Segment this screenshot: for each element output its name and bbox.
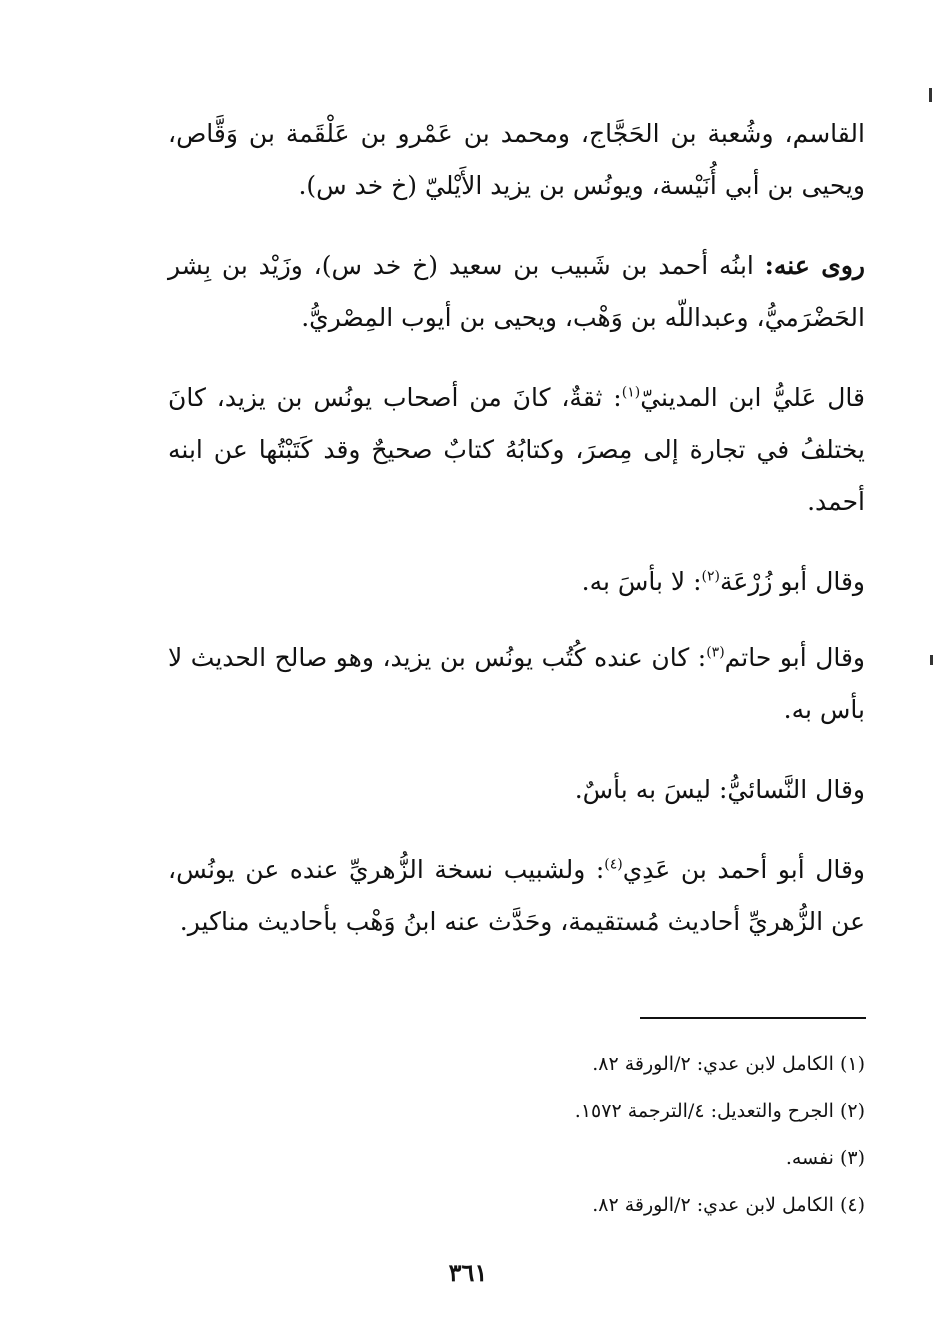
footnote-item: (٣) نفسه. [785, 1147, 865, 1169]
footnote-number: (٣) [839, 1147, 865, 1169]
section-lead: روى عنه: [764, 251, 865, 280]
footnote-number: (٤) [839, 1194, 865, 1216]
scan-edge-mark [930, 655, 933, 665]
paragraph-ibn-almadini: قال عَليُّ ابن المدينيّ$^{(١)}$: ثقةٌ، كانَ من أصحاب يونُس بن يزيد، كانَ يختلفُ في تجارة إلى مِصرَ، وكتابُهُ كتابٌ صحيحٌ وقد كَتَبْتُها عن ابنه أحمد. [168, 383, 866, 516]
paragraph-abu-hatim: وقال أبو حاتم$^{(٣)}$: كان عنده كُتُب يونُس بن يزيد، وهو صالح الحديث لا بأس به. [168, 643, 865, 724]
paragraph-teachers: القاسم، وشُعبة بن الحَجَّاج، ومحمد بن عَمْرو بن عَلْقَمة بن وَقَّاص، ويحيى بن أبي أُنَيْسة، ويونُس بن يزيد الأَيْليّ (خ خد س). [168, 119, 865, 200]
footnote-divider [640, 1017, 866, 1019]
footnote-item: (٤) الكامل لابن عدي: ٢/الورقة ٨٢. [592, 1194, 865, 1216]
footnote-ref[interactable]: (٤) [604, 856, 623, 873]
scan-edge-mark [929, 88, 932, 102]
paragraph-students: روى عنه: ابنُه أحمد بن شَبيب بن سعيد (خ خد س)، وزَيْد بن بِشر الحَضْرَميُّ، وعبداللّه بن وَهْب، ويحيى بن أيوب المِصْريُّ. [168, 251, 865, 332]
page-number: ٣٦١ [448, 1258, 488, 1287]
footnote-item: (٢) الجرح والتعديل: ٤/الترجمة ١٥٧٢. [574, 1100, 865, 1122]
footnote-item: (١) الكامل لابن عدي: ٢/الورقة ٨٢. [592, 1053, 865, 1075]
paragraph-ibn-adi: وقال أبو أحمد بن عَدِي$^{(٤)}$: ولشبيب نسخة الزُّهريِّ عنده عن يونُس، عن الزُّهريِّ أحاديث مُستقيمة، وحَدَّث عنه ابنُ وَهْب بأحاديث مناكير. [168, 855, 865, 936]
footnotes [168, 1041, 865, 1229]
footnote-ref[interactable]: (٢) [701, 568, 721, 585]
paragraph-abu-zura: وقال أبو زُرْعَة$^{(٢)}$: لا بأسَ به. [581, 567, 865, 596]
footnote-ref[interactable]: (١) [621, 384, 641, 401]
footnote-number: (٢) [839, 1100, 865, 1122]
main-text [168, 108, 865, 976]
footnote-number: (١) [839, 1053, 865, 1075]
footnote-ref[interactable]: (٣) [706, 644, 725, 661]
paragraph-nasai: وقال النَّسائيُّ: ليسَ به بأسٌ. [574, 775, 865, 804]
